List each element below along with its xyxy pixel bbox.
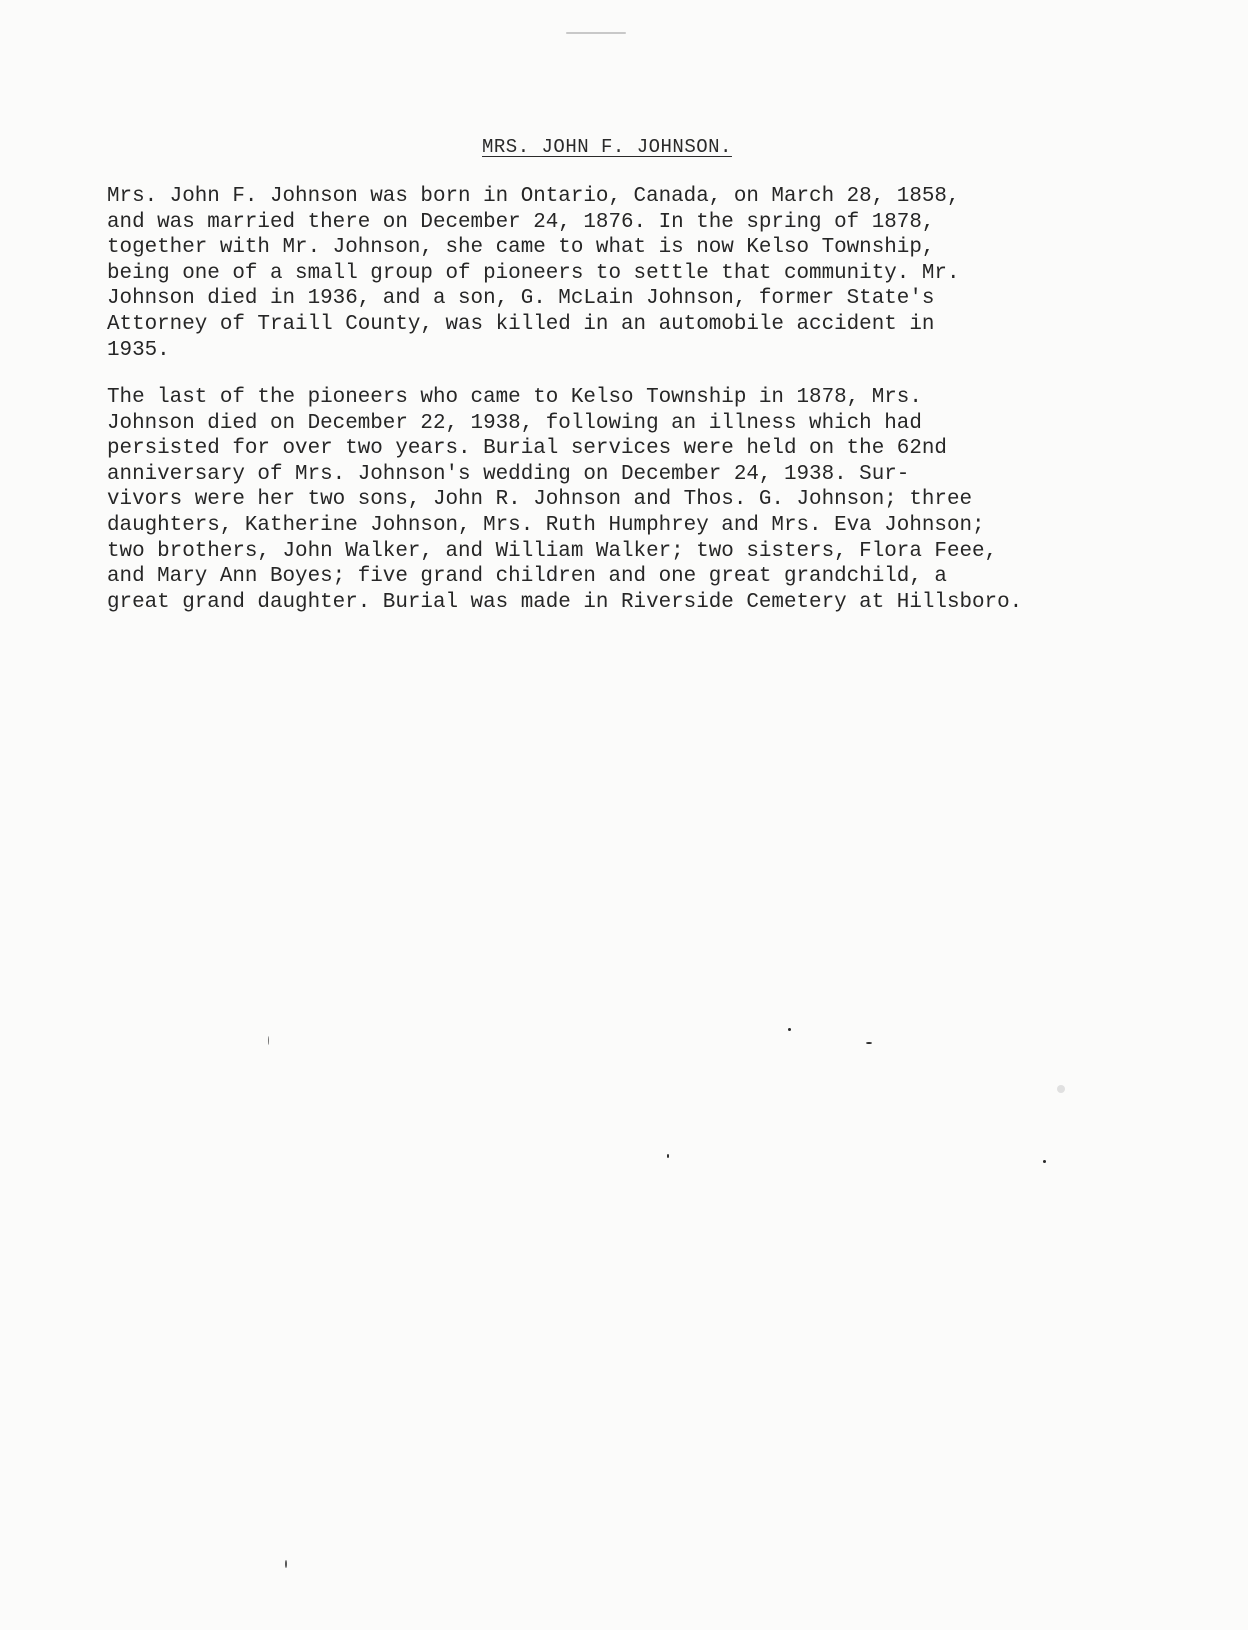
text-line: Attorney of Traill County, was killed in an automobile accident in <box>107 312 935 336</box>
text-line: 1935. <box>107 338 170 362</box>
text-line: anniversary of Mrs. Johnson's wedding on December 24, 1938. Sur- <box>107 462 910 486</box>
text-line: daughters, Katherine Johnson, Mrs. Ruth Humphrey and Mrs. Eva Johnson; <box>107 513 985 537</box>
paragraph-1 <box>107 184 959 363</box>
text-line: and Mary Ann Boyes; five grand children and one great grandchild, a <box>107 565 947 589</box>
paragraph-2 <box>107 385 1022 615</box>
text-line: Mrs. John F. Johnson was born in Ontario, Canada, on March 28, 1858, <box>107 185 960 208</box>
paper-speck <box>788 1028 791 1031</box>
text-line: Johnson died on December 22, 1938, following an illness which had <box>107 411 922 435</box>
text-line: Johnson died in 1936, and a son, G. McLain Johnson, former State's <box>107 287 935 311</box>
paper-speck <box>285 1560 287 1568</box>
paper-speck <box>566 32 626 34</box>
paper-speck <box>1057 1085 1065 1093</box>
text-line: vivors were her two sons, John R. Johnson and Thos. G. Johnson; three <box>107 488 973 512</box>
paper-speck <box>268 1036 269 1045</box>
paper-speck <box>1043 1160 1046 1163</box>
document-title: MRS. JOHN F. JOHNSON. <box>482 136 732 158</box>
paper-speck <box>667 1154 669 1158</box>
text-line: great grand daughter. Burial was made in Riverside Cemetery at Hillsboro. <box>107 590 1023 614</box>
text-line: and was married there on December 24, 1876. In the spring of 1878, <box>107 210 935 234</box>
text-line: being one of a small group of pioneers to settle that community. Mr. <box>107 261 960 285</box>
text-line: persisted for over two years. Burial services were held on the 62nd <box>107 437 947 461</box>
text-line: together with Mr. Johnson, she came to what is now Kelso Township, <box>107 236 935 260</box>
text-line: two brothers, John Walker, and William Walker; two sisters, Flora Feee, <box>107 539 998 563</box>
paper-speck <box>866 1042 872 1044</box>
text-line: The last of the pioneers who came to Kelso Township in 1878, Mrs. <box>107 386 922 409</box>
